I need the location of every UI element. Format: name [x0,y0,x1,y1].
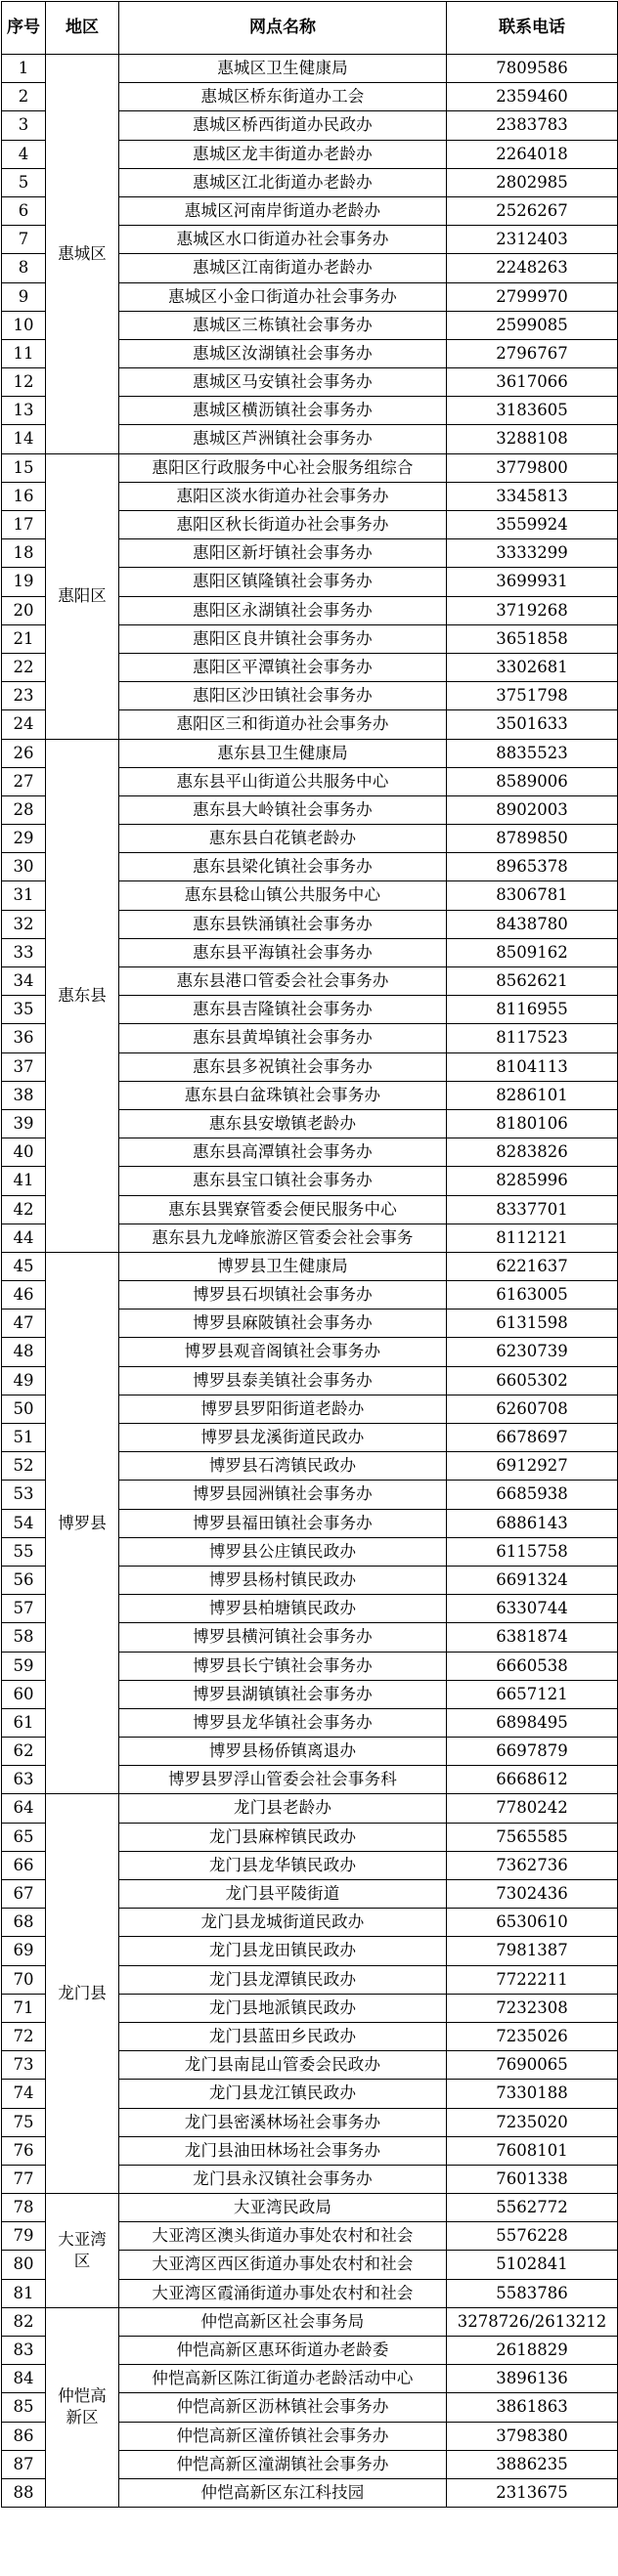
cell-name: 博罗县龙华镇社会事务办 [119,1708,447,1737]
cell-name: 龙门县地派镇民政办 [119,1994,447,2022]
table-body [2,55,618,2508]
cell-phone: 2312403 [447,226,618,254]
cell-name: 惠阳区平潭镇社会事务办 [119,653,447,681]
cell-name: 惠阳区三和街道办社会事务办 [119,710,447,739]
cell-seq: 9 [2,282,46,311]
cell-phone: 8104113 [447,1052,618,1081]
cell-phone: 2618829 [447,2337,618,2365]
cell-phone: 7780242 [447,1794,618,1823]
cell-phone: 8180106 [447,1109,618,1138]
cell-name: 惠阳区良井镇社会事务办 [119,624,447,653]
cell-name: 龙门县龙江镇民政办 [119,2080,447,2108]
cell-seq: 36 [2,1024,46,1052]
cell-name: 龙门县老龄办 [119,1794,447,1823]
cell-name: 仲恺高新区潼湖镇社会事务办 [119,2450,447,2478]
cell-name: 博罗县公庄镇民政办 [119,1537,447,1566]
cell-name: 惠城区水口街道办社会事务办 [119,226,447,254]
cell-region: 博罗县 [46,1252,119,1794]
cell-name: 惠东县九龙峰旅游区管委会社会事务 [119,1224,447,1252]
table-row [2,2194,618,2222]
cell-name: 惠东县高潭镇社会事务办 [119,1138,447,1167]
cell-seq: 78 [2,2194,46,2222]
cell-region: 龙门县 [46,1794,119,2194]
cell-phone: 6605302 [447,1366,618,1395]
cell-name: 惠城区芦洲镇社会事务办 [119,425,447,453]
cell-name: 惠东县梁化镇社会事务办 [119,853,447,881]
cell-seq: 28 [2,795,46,824]
cell-name: 博罗县罗浮山管委会社会事务科 [119,1766,447,1794]
cell-seq: 84 [2,2365,46,2393]
cell-seq: 60 [2,1680,46,1708]
cell-seq: 22 [2,653,46,681]
cell-seq: 64 [2,1794,46,1823]
cell-name: 大亚湾民政局 [119,2194,447,2222]
cell-name: 惠城区小金口街道办社会事务办 [119,282,447,311]
cell-phone: 7601338 [447,2165,618,2193]
cell-name: 龙门县龙田镇民政办 [119,1937,447,1965]
cell-phone: 6912927 [447,1452,618,1481]
cell-phone: 3559924 [447,511,618,539]
cell-seq: 65 [2,1823,46,1851]
table-row [2,453,618,482]
cell-phone: 3779800 [447,453,618,482]
cell-seq: 55 [2,1537,46,1566]
cell-seq: 82 [2,2307,46,2336]
cell-seq: 12 [2,368,46,397]
cell-name: 大亚湾区西区街道办事处农村和社会 [119,2251,447,2279]
cell-name: 惠东县平海镇社会事务办 [119,938,447,966]
cell-phone: 3896136 [447,2365,618,2393]
cell-phone: 7565585 [447,1823,618,1851]
cell-seq: 21 [2,624,46,653]
cell-region: 惠东县 [46,739,119,1252]
cell-phone: 3617066 [447,368,618,397]
cell-seq: 73 [2,2051,46,2080]
service-points-table [1,1,618,2508]
cell-name: 博罗县观音阁镇社会事务办 [119,1338,447,1366]
cell-seq: 77 [2,2165,46,2193]
cell-name: 惠城区桥东街道办工会 [119,83,447,111]
cell-seq: 11 [2,339,46,367]
cell-phone: 8562621 [447,967,618,996]
cell-phone: 7362736 [447,1851,618,1879]
cell-phone: 5576228 [447,2222,618,2251]
cell-seq: 26 [2,739,46,767]
cell-seq: 46 [2,1281,46,1309]
cell-seq: 6 [2,196,46,225]
cell-seq: 35 [2,996,46,1024]
cell-name: 仲恺高新区惠环街道办老龄委 [119,2337,447,2365]
cell-phone: 8116955 [447,996,618,1024]
cell-name: 惠城区卫生健康局 [119,55,447,83]
cell-name: 惠东县港口管委会社会事务办 [119,967,447,996]
cell-seq: 76 [2,2136,46,2165]
cell-seq: 41 [2,1167,46,1195]
header-region: 地区 [46,2,119,55]
cell-seq: 24 [2,710,46,739]
cell-phone: 2526267 [447,196,618,225]
cell-region: 大亚湾区 [46,2194,119,2308]
cell-phone: 6668612 [447,1766,618,1794]
cell-seq: 71 [2,1994,46,2022]
cell-name: 惠城区江北街道办老龄办 [119,168,447,196]
header-row [2,2,618,55]
cell-name: 博罗县罗阳街道老龄办 [119,1395,447,1423]
cell-seq: 47 [2,1309,46,1338]
cell-name: 龙门县龙城街道民政办 [119,1909,447,1937]
cell-seq: 30 [2,853,46,881]
cell-phone: 7809586 [447,55,618,83]
cell-phone: 8117523 [447,1024,618,1052]
cell-phone: 8337701 [447,1195,618,1224]
table-row [2,739,618,767]
cell-seq: 58 [2,1623,46,1652]
cell-seq: 14 [2,425,46,453]
cell-seq: 44 [2,1224,46,1252]
cell-phone: 2248263 [447,254,618,282]
cell-name: 博罗县石湾镇民政办 [119,1452,447,1481]
cell-phone: 5562772 [447,2194,618,2222]
cell-phone: 6381874 [447,1623,618,1652]
cell-name: 惠阳区沙田镇社会事务办 [119,682,447,710]
cell-phone: 3651858 [447,624,618,653]
cell-name: 龙门县平陵街道 [119,1880,447,1909]
cell-seq: 29 [2,825,46,853]
cell-phone: 8112121 [447,1224,618,1252]
cell-name: 惠东县多祝镇社会事务办 [119,1052,447,1081]
cell-seq: 62 [2,1738,46,1766]
cell-seq: 63 [2,1766,46,1794]
cell-name: 博罗县横河镇社会事务办 [119,1623,447,1652]
cell-phone: 3501633 [447,710,618,739]
cell-region: 惠城区 [46,55,119,454]
cell-phone: 3719268 [447,596,618,624]
cell-seq: 10 [2,311,46,339]
cell-phone: 3699931 [447,568,618,596]
cell-phone: 6530610 [447,1909,618,1937]
cell-seq: 7 [2,226,46,254]
cell-name: 博罗县杨村镇民政办 [119,1566,447,1594]
cell-phone: 6115758 [447,1537,618,1566]
cell-seq: 48 [2,1338,46,1366]
cell-name: 龙门县永汉镇社会事务办 [119,2165,447,2193]
cell-seq: 57 [2,1595,46,1623]
cell-phone: 6330744 [447,1595,618,1623]
cell-name: 博罗县卫生健康局 [119,1252,447,1280]
cell-phone: 3288108 [447,425,618,453]
cell-phone: 6163005 [447,1281,618,1309]
cell-seq: 88 [2,2478,46,2507]
cell-name: 惠东县安墩镇老龄办 [119,1109,447,1138]
cell-phone: 6221637 [447,1252,618,1280]
table-row [2,1794,618,1823]
cell-phone: 3183605 [447,397,618,425]
cell-name: 博罗县泰美镇社会事务办 [119,1366,447,1395]
cell-name: 惠东县平山街道公共服务中心 [119,767,447,795]
cell-phone: 8306781 [447,881,618,910]
cell-seq: 74 [2,2080,46,2108]
cell-phone: 8286101 [447,1081,618,1109]
cell-name: 惠阳区秋长街道办社会事务办 [119,511,447,539]
header-seq: 序号 [2,2,46,55]
cell-name: 仲恺高新区东江科技园 [119,2478,447,2507]
cell-seq: 5 [2,168,46,196]
cell-seq: 42 [2,1195,46,1224]
cell-seq: 34 [2,967,46,996]
cell-seq: 17 [2,511,46,539]
cell-phone: 3333299 [447,539,618,568]
cell-seq: 27 [2,767,46,795]
cell-name: 惠城区江南街道办老龄办 [119,254,447,282]
cell-phone: 3861863 [447,2393,618,2422]
cell-seq: 83 [2,2337,46,2365]
cell-phone: 2799970 [447,282,618,311]
cell-seq: 69 [2,1937,46,1965]
cell-seq: 85 [2,2393,46,2422]
cell-phone: 6260708 [447,1395,618,1423]
cell-phone: 8283826 [447,1138,618,1167]
cell-seq: 20 [2,596,46,624]
cell-phone: 8509162 [447,938,618,966]
cell-phone: 3886235 [447,2450,618,2478]
cell-name: 博罗县麻陂镇社会事务办 [119,1309,447,1338]
cell-name: 惠阳区新圩镇社会事务办 [119,539,447,568]
cell-name: 惠东县铁涌镇社会事务办 [119,910,447,938]
cell-name: 惠城区河南岸街道办老龄办 [119,196,447,225]
cell-seq: 39 [2,1109,46,1138]
cell-seq: 68 [2,1909,46,1937]
cell-phone: 8835523 [447,739,618,767]
cell-seq: 19 [2,568,46,596]
cell-name: 博罗县石坝镇社会事务办 [119,1281,447,1309]
cell-seq: 66 [2,1851,46,1879]
cell-seq: 50 [2,1395,46,1423]
cell-phone: 6886143 [447,1509,618,1537]
cell-name: 博罗县龙溪街道民政办 [119,1424,447,1452]
cell-name: 仲恺高新区潼侨镇社会事务办 [119,2422,447,2450]
cell-phone: 7608101 [447,2136,618,2165]
cell-phone: 8285996 [447,1167,618,1195]
cell-seq: 49 [2,1366,46,1395]
cell-seq: 67 [2,1880,46,1909]
cell-name: 博罗县柏塘镇民政办 [119,1595,447,1623]
cell-name: 惠阳区永湖镇社会事务办 [119,596,447,624]
cell-phone: 6898495 [447,1708,618,1737]
cell-phone: 6691324 [447,1566,618,1594]
cell-name: 惠东县巽寮管委会便民服务中心 [119,1195,447,1224]
cell-name: 惠东县宝口镇社会事务办 [119,1167,447,1195]
cell-seq: 32 [2,910,46,938]
cell-phone: 8438780 [447,910,618,938]
cell-seq: 87 [2,2450,46,2478]
cell-phone: 7690065 [447,2051,618,2080]
cell-phone: 2802985 [447,168,618,196]
cell-seq: 80 [2,2251,46,2279]
cell-seq: 18 [2,539,46,568]
cell-name: 龙门县蓝田乡民政办 [119,2022,447,2050]
cell-name: 博罗县园洲镇社会事务办 [119,1481,447,1509]
cell-name: 博罗县湖镇镇社会事务办 [119,1680,447,1708]
cell-name: 惠城区三栋镇社会事务办 [119,311,447,339]
cell-phone: 3798380 [447,2422,618,2450]
cell-name: 惠阳区淡水街道办社会事务办 [119,482,447,510]
cell-phone: 3345813 [447,482,618,510]
cell-seq: 53 [2,1481,46,1509]
cell-phone: 7981387 [447,1937,618,1965]
cell-name: 博罗县福田镇社会事务办 [119,1509,447,1537]
cell-phone: 2383783 [447,111,618,140]
cell-name: 仲恺高新区陈江街道办老龄活动中心 [119,2365,447,2393]
cell-region: 惠阳区 [46,453,119,739]
cell-seq: 4 [2,140,46,168]
cell-seq: 8 [2,254,46,282]
cell-seq: 38 [2,1081,46,1109]
cell-seq: 16 [2,482,46,510]
cell-phone: 6660538 [447,1652,618,1680]
cell-seq: 51 [2,1424,46,1452]
cell-name: 仲恺高新区沥林镇社会事务办 [119,2393,447,2422]
cell-name: 惠东县吉隆镇社会事务办 [119,996,447,1024]
cell-name: 惠城区汝湖镇社会事务办 [119,339,447,367]
cell-seq: 33 [2,938,46,966]
cell-name: 龙门县龙华镇民政办 [119,1851,447,1879]
cell-seq: 23 [2,682,46,710]
cell-phone: 6678697 [447,1424,618,1452]
cell-phone: 8965378 [447,853,618,881]
table-row [2,2307,618,2336]
cell-name: 仲恺高新区社会事务局 [119,2307,447,2336]
cell-seq: 1 [2,55,46,83]
cell-region: 仲恺高新区 [46,2307,119,2507]
cell-seq: 61 [2,1708,46,1737]
cell-phone: 5102841 [447,2251,618,2279]
cell-phone: 2264018 [447,140,618,168]
cell-seq: 31 [2,881,46,910]
cell-seq: 54 [2,1509,46,1537]
cell-seq: 56 [2,1566,46,1594]
cell-seq: 45 [2,1252,46,1280]
cell-name: 龙门县南昆山管委会民政办 [119,2051,447,2080]
cell-phone: 6697879 [447,1738,618,1766]
cell-name: 大亚湾区澳头街道办事处农村和社会 [119,2222,447,2251]
cell-seq: 52 [2,1452,46,1481]
cell-name: 大亚湾区霞涌街道办事处农村和社会 [119,2279,447,2307]
cell-phone: 7235026 [447,2022,618,2050]
cell-seq: 79 [2,2222,46,2251]
cell-name: 龙门县油田林场社会事务办 [119,2136,447,2165]
cell-name: 博罗县杨侨镇离退办 [119,1738,447,1766]
cell-seq: 3 [2,111,46,140]
cell-seq: 70 [2,1965,46,1994]
cell-seq: 2 [2,83,46,111]
cell-phone: 3751798 [447,682,618,710]
cell-phone: 3302681 [447,653,618,681]
cell-name: 惠阳区镇隆镇社会事务办 [119,568,447,596]
header-name: 网点名称 [119,2,447,55]
cell-phone: 2599085 [447,311,618,339]
cell-phone: 3278726/2613212 [447,2307,618,2336]
cell-name: 惠东县白花镇老龄办 [119,825,447,853]
cell-seq: 81 [2,2279,46,2307]
cell-phone: 8589006 [447,767,618,795]
cell-phone: 7232308 [447,1994,618,2022]
cell-name: 龙门县麻榨镇民政办 [119,1823,447,1851]
cell-seq: 13 [2,397,46,425]
header-phone: 联系电话 [447,2,618,55]
cell-name: 惠东县白盆珠镇社会事务办 [119,1081,447,1109]
cell-seq: 86 [2,2422,46,2450]
cell-name: 惠东县黄埠镇社会事务办 [119,1024,447,1052]
cell-name: 惠阳区行政服务中心社会服务组综合 [119,453,447,482]
cell-phone: 6657121 [447,1680,618,1708]
table-row [2,55,618,83]
cell-name: 惠东县稔山镇公共服务中心 [119,881,447,910]
cell-name: 惠城区桥西街道办民政办 [119,111,447,140]
cell-phone: 2359460 [447,83,618,111]
cell-phone: 7302436 [447,1880,618,1909]
cell-seq: 75 [2,2108,46,2136]
cell-phone: 6131598 [447,1309,618,1338]
cell-phone: 8789850 [447,825,618,853]
cell-name: 惠城区龙丰街道办老龄办 [119,140,447,168]
cell-name: 惠东县大岭镇社会事务办 [119,795,447,824]
table-row [2,1252,618,1280]
cell-phone: 8902003 [447,795,618,824]
cell-phone: 2796767 [447,339,618,367]
cell-seq: 72 [2,2022,46,2050]
cell-phone: 6230739 [447,1338,618,1366]
cell-name: 龙门县密溪林场社会事务办 [119,2108,447,2136]
cell-phone: 7235020 [447,2108,618,2136]
cell-seq: 15 [2,453,46,482]
cell-phone: 2313675 [447,2478,618,2507]
cell-phone: 5583786 [447,2279,618,2307]
cell-name: 惠东县卫生健康局 [119,739,447,767]
cell-seq: 37 [2,1052,46,1081]
cell-name: 惠城区马安镇社会事务办 [119,368,447,397]
cell-seq: 40 [2,1138,46,1167]
cell-name: 博罗县长宁镇社会事务办 [119,1652,447,1680]
cell-name: 惠城区横沥镇社会事务办 [119,397,447,425]
cell-phone: 7330188 [447,2080,618,2108]
cell-phone: 6685938 [447,1481,618,1509]
cell-name: 龙门县龙潭镇民政办 [119,1965,447,1994]
cell-seq: 59 [2,1652,46,1680]
cell-phone: 7722211 [447,1965,618,1994]
